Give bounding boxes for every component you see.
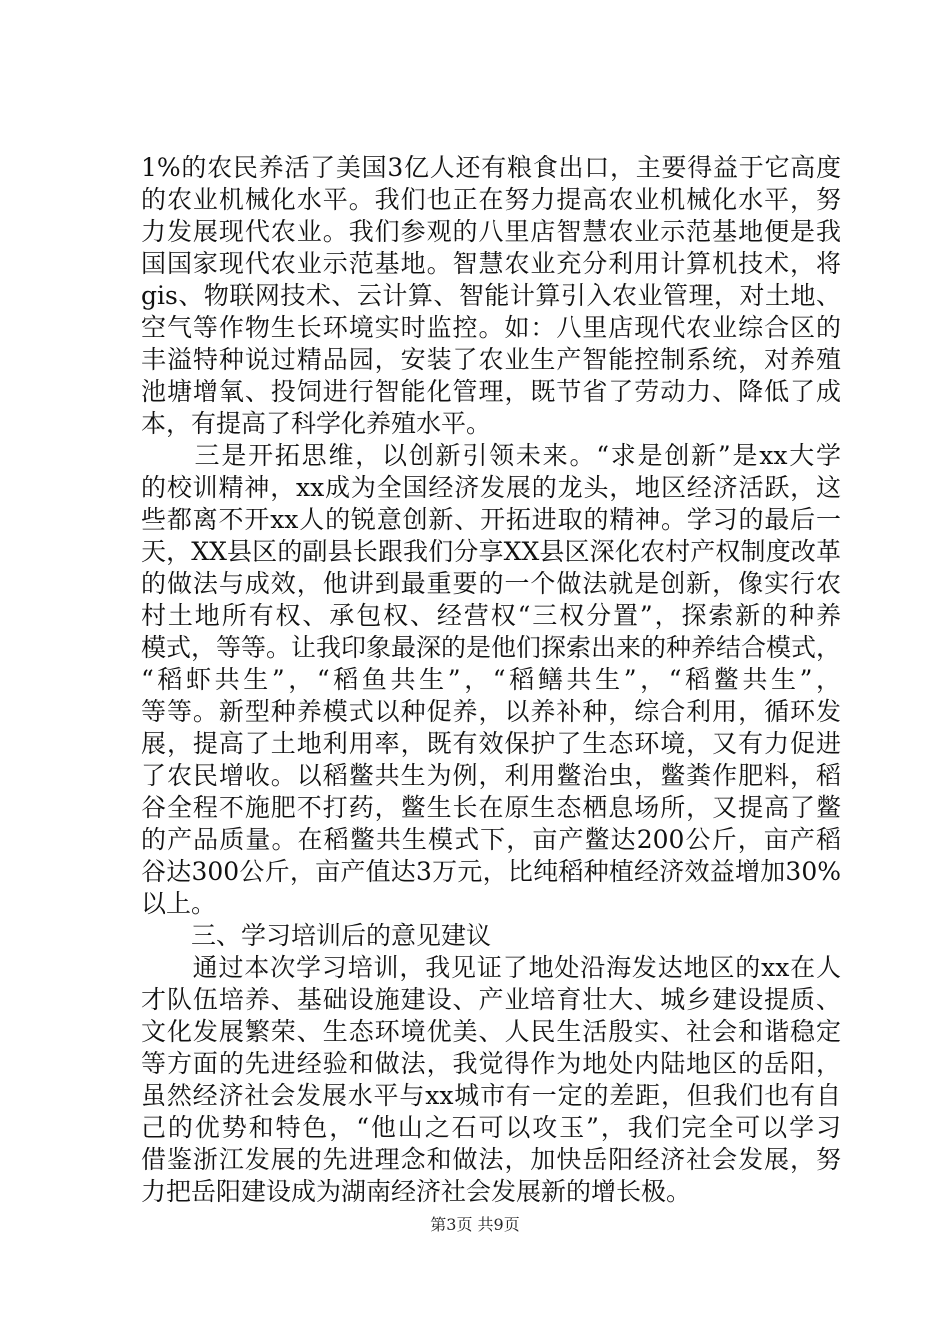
text-line: gis、物联网技术、云计算、智能计算引入农业管理，对土地、 xyxy=(141,281,841,310)
page-number: 第3页 共9页 xyxy=(430,1215,520,1234)
text-line: 力把岳阳建设成为湖南经济社会发展新的增长极。 xyxy=(141,1177,692,1206)
text-line: 的产品质量。在稻鳖共生模式下，亩产鳖达200公斤，亩产稻 xyxy=(141,825,841,854)
text-line: 才队伍培养、基础设施建设、产业培育壮大、城乡建设提质、 xyxy=(141,985,841,1014)
text-line: 的校训精神，xx成为全国经济发展的龙头，地区经济活跃，这 xyxy=(141,473,841,502)
text-line: 的做法与成效，他讲到最重要的一个做法就是创新，像实行农 xyxy=(141,569,841,598)
text-line: 文化发展繁荣、生态环境优美、人民生活殷实、社会和谐稳定 xyxy=(141,1017,841,1046)
text-line: 力发展现代农业。我们参观的八里店智慧农业示范基地便是我 xyxy=(141,217,841,246)
text-line: 谷全程不施肥不打药，鳖生长在原生态栖息场所，又提高了鳖 xyxy=(141,793,841,822)
text-line: 借鉴浙江发展的先进理念和做法，加快岳阳经济社会发展，努 xyxy=(141,1145,841,1174)
text-line: 村土地所有权、承包权、经营权“三权分置”，探索新的种养 xyxy=(141,601,841,630)
text-line: “稻虾共生”，“稻鱼共生”，“稻鳝共生”，“稻鳖共生”， xyxy=(141,665,841,694)
text-line: 三是开拓思维，以创新引领未来。“求是创新”是xx大学 xyxy=(141,441,841,470)
text-line: 展，提高了土地利用率，既有效保护了生态环境，又有力促进 xyxy=(141,729,841,758)
text-line: 本，有提高了科学化养殖水平。 xyxy=(141,409,492,438)
text-line: 等方面的先进经验和做法，我觉得作为地处内陆地区的岳阳， xyxy=(141,1049,841,1078)
text-line: 己的优势和特色，“他山之石可以攻玉”，我们完全可以学习 xyxy=(141,1113,841,1142)
text-line: 空气等作物生长环境实时监控。如：八里店现代农业综合区的 xyxy=(141,313,841,342)
text-line: 以上。 xyxy=(141,889,217,918)
text-line: 天，XX县区的副县长跟我们分享XX县区深化农村产权制度改革 xyxy=(141,537,841,566)
text-line: 池塘增氧、投饲进行智能化管理，既节省了劳动力、降低了成 xyxy=(141,377,841,406)
text-line: 丰溢特种说过精品园，安装了农业生产智能控制系统，对养殖 xyxy=(141,345,841,374)
text-line: 模式，等等。让我印象最深的是他们探索出来的种养结合模式， xyxy=(141,633,842,662)
text-line: 虽然经济社会发展水平与xx城市有一定的差距，但我们也有自 xyxy=(141,1081,841,1110)
text-line: 些都离不开xx人的锐意创新、开拓进取的精神。学习的最后一 xyxy=(141,505,841,534)
text-line: 的农业机械化水平。我们也正在努力提高农业机械化水平，努 xyxy=(141,185,841,214)
section-heading: 三、学习培训后的意见建议 xyxy=(141,921,492,950)
text-line: 通过本次学习培训，我见证了地处沿海发达地区的xx在人 xyxy=(141,953,841,982)
text-line: 了农民增收。以稻鳖共生为例，利用鳖治虫，鳖粪作肥料，稻 xyxy=(141,761,841,790)
text-line: 等等。新型种养模式以种促养，以养补种，综合利用，循环发 xyxy=(141,697,841,726)
text-line: 谷达300公斤，亩产值达3万元，比纯稻种植经济效益增加30% xyxy=(141,857,841,886)
text-line: 1%的农民养活了美国3亿人还有粮食出口，主要得益于它高度 xyxy=(141,153,841,182)
text-line: 国国家现代农业示范基地。智慧农业充分利用计算机技术，将 xyxy=(141,249,841,278)
